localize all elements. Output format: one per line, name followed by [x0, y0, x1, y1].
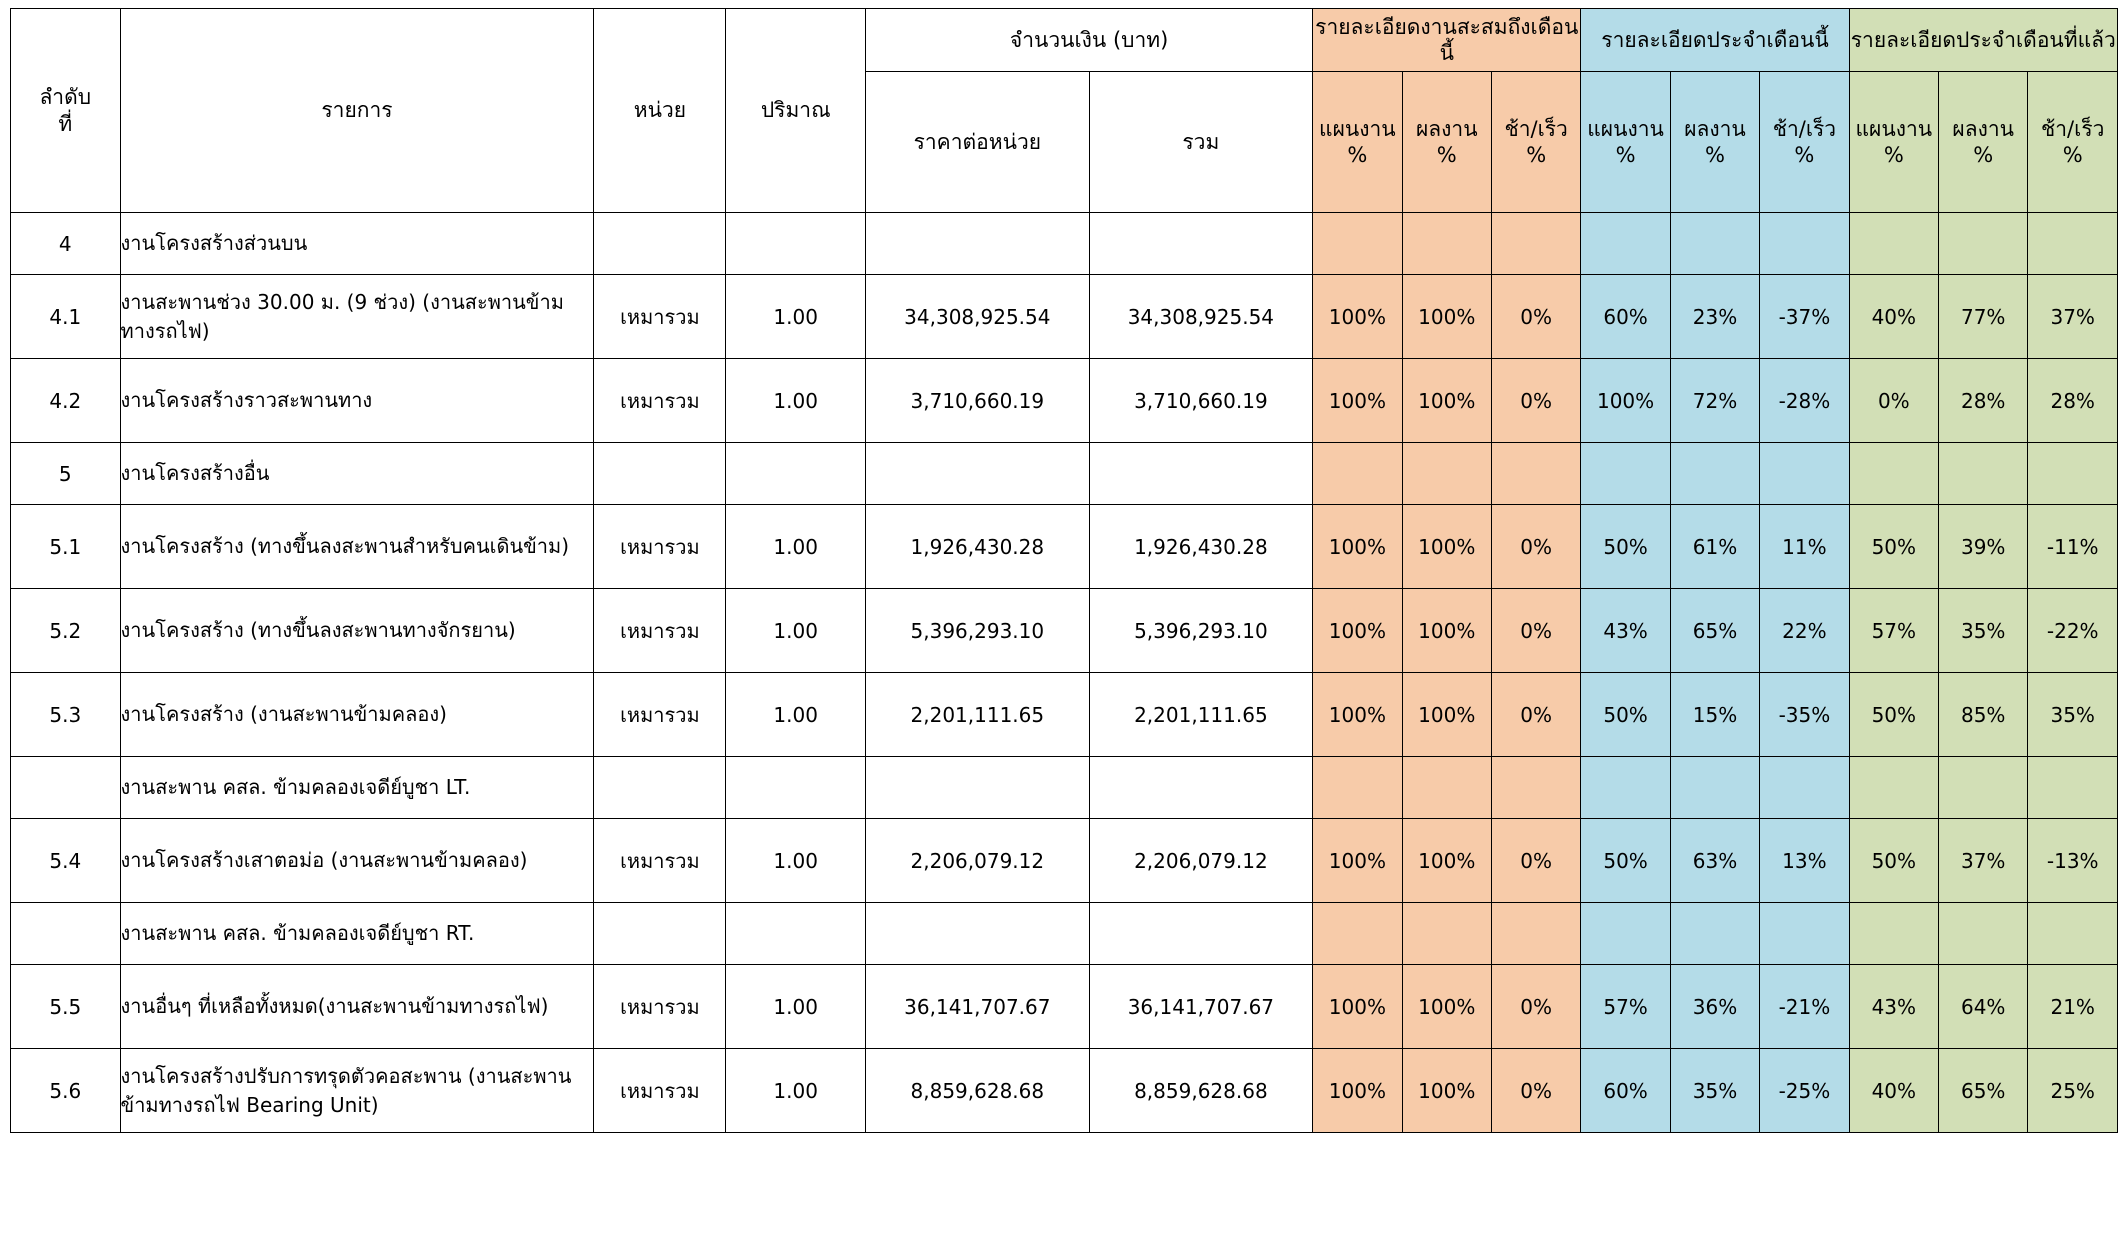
cell-cum-actual[interactable]: 100% — [1402, 589, 1491, 673]
cell-cum-plan[interactable]: 100% — [1313, 673, 1402, 757]
cell-mon-actual[interactable] — [1670, 213, 1759, 275]
cell-total[interactable]: 1,926,430.28 — [1089, 505, 1313, 589]
cell-mon-diff[interactable] — [1760, 213, 1849, 275]
cell-quantity[interactable]: 1.00 — [726, 505, 866, 589]
header-mon-plan-percent: % — [1615, 143, 1636, 167]
header-mon-actual-label: ผลงาน — [1684, 116, 1746, 141]
cell-unit-price[interactable]: 2,201,111.65 — [866, 673, 1090, 757]
header-prev-plan-label: แผนงาน — [1855, 116, 1933, 141]
cell-prev-plan[interactable] — [1849, 903, 1938, 965]
cell-mon-plan[interactable]: 60% — [1581, 1049, 1670, 1133]
cell-cum-actual[interactable]: 100% — [1402, 1049, 1491, 1133]
header-no-line2: ที่ — [58, 111, 73, 136]
cell-mon-diff[interactable]: 11% — [1760, 505, 1849, 589]
cell-description[interactable]: งานสะพาน คสล. ข้ามคลองเจดีย์บูชา LT. — [120, 757, 594, 819]
cell-unit[interactable] — [594, 903, 726, 965]
cell-description[interactable]: งานสะพานช่วง 30.00 ม. (9 ช่วง) (งานสะพานข้ามทางรถไฟ) — [120, 275, 594, 359]
cell-prev-diff[interactable]: 28% — [2028, 359, 2118, 443]
cell-no[interactable]: 5 — [11, 443, 121, 505]
cell-mon-plan[interactable] — [1581, 903, 1670, 965]
header-group-cumulative: รายละเอียดงานสะสมถึงเดือนนี้ — [1313, 9, 1581, 72]
cell-mon-diff[interactable]: -21% — [1760, 965, 1849, 1049]
cell-description[interactable]: งานอื่นๆ ที่เหลือทั้งหมด(งานสะพานข้ามทางรถไฟ) — [120, 965, 594, 1049]
cell-cum-diff[interactable]: 0% — [1491, 673, 1580, 757]
cell-description[interactable]: งานโครงสร้างส่วนบน — [120, 213, 594, 275]
cell-quantity[interactable]: 1.00 — [726, 1049, 866, 1133]
cell-unit-price[interactable] — [866, 443, 1090, 505]
cell-prev-plan[interactable]: 50% — [1849, 673, 1938, 757]
cell-mon-plan[interactable]: 43% — [1581, 589, 1670, 673]
header-prev-diff-label: ช้า/เร็ว — [2041, 116, 2105, 141]
cell-cum-plan[interactable]: 100% — [1313, 589, 1402, 673]
cell-cum-plan[interactable]: 100% — [1313, 505, 1402, 589]
cell-no[interactable] — [11, 903, 121, 965]
cell-mon-actual[interactable]: 35% — [1670, 1049, 1759, 1133]
cell-mon-diff[interactable] — [1760, 757, 1849, 819]
header-mon-plan — [1581, 72, 1670, 213]
cell-no[interactable]: 4 — [11, 213, 121, 275]
cell-unit-price[interactable] — [866, 213, 1090, 275]
cell-prev-plan[interactable]: 50% — [1849, 819, 1938, 903]
cell-prev-plan[interactable]: 50% — [1849, 505, 1938, 589]
cell-prev-diff[interactable] — [2028, 903, 2118, 965]
header-prev-diff — [2028, 72, 2118, 213]
cell-total[interactable]: 2,201,111.65 — [1089, 673, 1313, 757]
cell-prev-plan[interactable]: 40% — [1849, 1049, 1938, 1133]
cell-cum-diff[interactable]: 0% — [1491, 965, 1580, 1049]
cell-cum-plan[interactable]: 100% — [1313, 819, 1402, 903]
header-cum-plan — [1313, 72, 1402, 213]
cell-description[interactable]: งานโครงสร้าง (ทางขึ้นลงสะพานสำหรับคนเดินข้าม) — [120, 505, 594, 589]
cell-mon-plan[interactable]: 60% — [1581, 275, 1670, 359]
cell-cum-diff[interactable]: 0% — [1491, 819, 1580, 903]
cell-mon-plan[interactable] — [1581, 213, 1670, 275]
header-row-top — [11, 9, 2118, 72]
cell-quantity[interactable] — [726, 443, 866, 505]
cell-description[interactable]: งานโครงสร้าง (ทางขึ้นลงสะพานทางจักรยาน) — [120, 589, 594, 673]
header-mon-diff-percent: % — [1794, 143, 1815, 167]
cell-total[interactable]: 8,859,628.68 — [1089, 1049, 1313, 1133]
cell-mon-actual[interactable] — [1670, 903, 1759, 965]
cell-prev-diff[interactable]: -13% — [2028, 819, 2118, 903]
cell-unit-price[interactable]: 2,206,079.12 — [866, 819, 1090, 903]
header-total: รวม — [1089, 72, 1313, 213]
cell-cum-diff[interactable] — [1491, 903, 1580, 965]
cell-mon-diff[interactable]: 22% — [1760, 589, 1849, 673]
cell-prev-diff[interactable]: 21% — [2028, 965, 2118, 1049]
header-group-prev-month: รายละเอียดประจำเดือนที่แล้ว — [1849, 9, 2117, 72]
cell-prev-actual[interactable] — [1939, 443, 2028, 505]
cell-cum-plan[interactable]: 100% — [1313, 1049, 1402, 1133]
cell-mon-actual[interactable]: 36% — [1670, 965, 1759, 1049]
cell-prev-plan[interactable]: 43% — [1849, 965, 1938, 1049]
header-cum-actual — [1402, 72, 1491, 213]
cell-prev-actual[interactable]: 64% — [1939, 965, 2028, 1049]
cell-cum-plan[interactable] — [1313, 757, 1402, 819]
cell-description[interactable]: งานโครงสร้างปรับการทรุดตัวคอสะพาน (งานสะพานข้ามทางรถไฟ Bearing Unit) — [120, 1049, 594, 1133]
cell-no[interactable]: 5.6 — [11, 1049, 121, 1133]
cell-quantity[interactable]: 1.00 — [726, 359, 866, 443]
cell-cum-plan[interactable] — [1313, 443, 1402, 505]
cell-description[interactable]: งานโครงสร้าง (งานสะพานข้ามคลอง) — [120, 673, 594, 757]
cell-cum-actual[interactable]: 100% — [1402, 819, 1491, 903]
cell-quantity[interactable]: 1.00 — [726, 275, 866, 359]
cell-cum-actual[interactable] — [1402, 757, 1491, 819]
cell-quantity[interactable]: 1.00 — [726, 673, 866, 757]
progress-table — [10, 8, 2118, 1133]
cell-mon-actual[interactable]: 23% — [1670, 275, 1759, 359]
cell-prev-actual[interactable]: 28% — [1939, 359, 2028, 443]
cell-unit[interactable] — [594, 213, 726, 275]
cell-mon-plan[interactable]: 57% — [1581, 965, 1670, 1049]
cell-unit-price[interactable]: 3,710,660.19 — [866, 359, 1090, 443]
cell-total[interactable]: 3,710,660.19 — [1089, 359, 1313, 443]
cell-prev-actual[interactable]: 85% — [1939, 673, 2028, 757]
cell-cum-plan[interactable] — [1313, 213, 1402, 275]
table-row[interactable] — [11, 589, 2118, 673]
cell-no[interactable]: 5.5 — [11, 965, 121, 1049]
header-prev-plan — [1849, 72, 1938, 213]
header-quantity: ปริมาณ — [726, 9, 866, 213]
header-cum-plan-percent: % — [1347, 143, 1368, 167]
cell-prev-plan[interactable] — [1849, 213, 1938, 275]
cell-cum-diff[interactable]: 0% — [1491, 275, 1580, 359]
header-group-this-month: รายละเอียดประจำเดือนนี้ — [1581, 9, 1849, 72]
cell-prev-diff[interactable] — [2028, 757, 2118, 819]
cell-mon-actual[interactable] — [1670, 757, 1759, 819]
cell-cum-actual[interactable]: 100% — [1402, 505, 1491, 589]
cell-description[interactable]: งานสะพาน คสล. ข้ามคลองเจดีย์บูชา RT. — [120, 903, 594, 965]
cell-unit[interactable] — [594, 443, 726, 505]
cell-prev-diff[interactable]: 37% — [2028, 275, 2118, 359]
cell-prev-actual[interactable] — [1939, 757, 2028, 819]
cell-total[interactable] — [1089, 903, 1313, 965]
cell-unit-price[interactable] — [866, 903, 1090, 965]
cell-unit-price[interactable]: 5,396,293.10 — [866, 589, 1090, 673]
table-header — [11, 9, 2118, 213]
header-description: รายการ — [120, 9, 594, 213]
cell-total[interactable] — [1089, 213, 1313, 275]
cell-mon-plan[interactable] — [1581, 757, 1670, 819]
cell-mon-actual[interactable]: 72% — [1670, 359, 1759, 443]
cell-cum-diff[interactable] — [1491, 213, 1580, 275]
cell-cum-diff[interactable] — [1491, 443, 1580, 505]
header-cum-actual-percent: % — [1436, 143, 1457, 167]
cell-unit[interactable]: เหมารวม — [594, 1049, 726, 1133]
cell-prev-actual[interactable]: 37% — [1939, 819, 2028, 903]
cell-mon-actual[interactable]: 61% — [1670, 505, 1759, 589]
cell-total[interactable]: 34,308,925.54 — [1089, 275, 1313, 359]
cell-no[interactable]: 4.2 — [11, 359, 121, 443]
cell-mon-diff[interactable] — [1760, 903, 1849, 965]
header-mon-actual-percent: % — [1705, 143, 1725, 167]
cell-cum-diff[interactable] — [1491, 757, 1580, 819]
cell-mon-diff[interactable]: 13% — [1760, 819, 1849, 903]
cell-quantity[interactable]: 1.00 — [726, 589, 866, 673]
table-row[interactable] — [11, 1049, 2118, 1133]
cell-mon-plan[interactable] — [1581, 443, 1670, 505]
header-mon-diff-label: ช้า/เร็ว — [1772, 116, 1837, 141]
cell-prev-diff[interactable] — [2028, 213, 2118, 275]
cell-cum-plan[interactable] — [1313, 903, 1402, 965]
cell-unit-price[interactable]: 34,308,925.54 — [866, 275, 1090, 359]
cell-mon-diff[interactable]: -37% — [1760, 275, 1849, 359]
cell-quantity[interactable]: 1.00 — [726, 965, 866, 1049]
cell-cum-actual[interactable]: 100% — [1402, 359, 1491, 443]
cell-quantity[interactable] — [726, 757, 866, 819]
cell-no[interactable]: 5.3 — [11, 673, 121, 757]
cell-prev-actual[interactable]: 35% — [1939, 589, 2028, 673]
cell-unit-price[interactable]: 36,141,707.67 — [866, 965, 1090, 1049]
cell-quantity[interactable] — [726, 903, 866, 965]
header-mon-plan-label: แผนงาน — [1587, 116, 1664, 141]
table-row[interactable] — [11, 213, 2118, 275]
table-row[interactable] — [11, 443, 2118, 505]
cell-no[interactable]: 5.4 — [11, 819, 121, 903]
cell-mon-diff[interactable]: -28% — [1760, 359, 1849, 443]
header-prev-diff-percent: % — [2062, 143, 2083, 167]
cell-prev-actual[interactable] — [1939, 903, 2028, 965]
cell-description[interactable]: งานโครงสร้างเสาตอม่อ (งานสะพานข้ามคลอง) — [120, 819, 594, 903]
cell-prev-plan[interactable]: 40% — [1849, 275, 1938, 359]
header-prev-actual-percent: % — [1973, 143, 1994, 167]
cell-mon-diff[interactable]: -35% — [1760, 673, 1849, 757]
table-row[interactable] — [11, 505, 2118, 589]
cell-total[interactable] — [1089, 443, 1313, 505]
cell-unit[interactable]: เหมารวม — [594, 359, 726, 443]
header-prev-actual — [1939, 72, 2028, 213]
cell-unit[interactable]: เหมารวม — [594, 505, 726, 589]
header-cum-actual-label: ผลงาน — [1415, 116, 1478, 141]
cell-cum-plan[interactable]: 100% — [1313, 275, 1402, 359]
cell-unit-price[interactable]: 1,926,430.28 — [866, 505, 1090, 589]
table-row[interactable] — [11, 819, 2118, 903]
cell-prev-plan[interactable]: 57% — [1849, 589, 1938, 673]
cell-mon-actual[interactable]: 15% — [1670, 673, 1759, 757]
cell-total[interactable]: 5,396,293.10 — [1089, 589, 1313, 673]
header-unit-price: ราคาต่อหน่วย — [866, 72, 1090, 213]
table-body — [11, 213, 2118, 1133]
cell-description[interactable]: งานโครงสร้างราวสะพานทาง — [120, 359, 594, 443]
cell-mon-actual[interactable]: 63% — [1670, 819, 1759, 903]
cell-prev-diff[interactable]: -11% — [2028, 505, 2118, 589]
cell-quantity[interactable]: 1.00 — [726, 819, 866, 903]
cell-prev-diff[interactable]: 35% — [2028, 673, 2118, 757]
cell-quantity[interactable] — [726, 213, 866, 275]
cell-mon-plan[interactable]: 50% — [1581, 819, 1670, 903]
table-row[interactable] — [11, 275, 2118, 359]
cell-prev-diff[interactable]: 25% — [2028, 1049, 2118, 1133]
cell-no[interactable] — [11, 757, 121, 819]
cell-cum-actual[interactable] — [1402, 443, 1491, 505]
header-mon-diff — [1760, 72, 1849, 213]
header-unit: หน่วย — [594, 9, 726, 213]
cell-unit[interactable]: เหมารวม — [594, 819, 726, 903]
cell-cum-plan[interactable]: 100% — [1313, 965, 1402, 1049]
cell-cum-diff[interactable]: 0% — [1491, 1049, 1580, 1133]
cell-prev-plan[interactable] — [1849, 443, 1938, 505]
cell-prev-actual[interactable]: 77% — [1939, 275, 2028, 359]
table-row[interactable] — [11, 903, 2118, 965]
table-row[interactable] — [11, 673, 2118, 757]
cell-mon-plan[interactable]: 50% — [1581, 505, 1670, 589]
cell-prev-actual[interactable]: 39% — [1939, 505, 2028, 589]
cell-unit-price[interactable]: 8,859,628.68 — [866, 1049, 1090, 1133]
cell-mon-diff[interactable]: -25% — [1760, 1049, 1849, 1133]
cell-cum-diff[interactable]: 0% — [1491, 589, 1580, 673]
cell-mon-plan[interactable]: 100% — [1581, 359, 1670, 443]
cell-unit-price[interactable] — [866, 757, 1090, 819]
cell-no[interactable]: 5.2 — [11, 589, 121, 673]
table-row[interactable] — [11, 359, 2118, 443]
cell-mon-actual[interactable]: 65% — [1670, 589, 1759, 673]
header-prev-plan-percent: % — [1883, 143, 1904, 167]
cell-cum-actual[interactable]: 100% — [1402, 965, 1491, 1049]
cell-unit[interactable]: เหมารวม — [594, 589, 726, 673]
cell-mon-diff[interactable] — [1760, 443, 1849, 505]
cell-prev-plan[interactable] — [1849, 757, 1938, 819]
cell-unit[interactable]: เหมารวม — [594, 965, 726, 1049]
cell-prev-diff[interactable]: -22% — [2028, 589, 2118, 673]
cell-unit[interactable]: เหมารวม — [594, 275, 726, 359]
header-no-line1: ลำดับ — [39, 85, 92, 110]
table-row[interactable] — [11, 757, 2118, 819]
cell-prev-actual[interactable] — [1939, 213, 2028, 275]
header-cum-diff-label: ช้า/เร็ว — [1504, 116, 1568, 141]
cell-mon-plan[interactable]: 50% — [1581, 673, 1670, 757]
cell-no[interactable]: 4.1 — [11, 275, 121, 359]
cell-cum-diff[interactable]: 0% — [1491, 505, 1580, 589]
cell-cum-actual[interactable]: 100% — [1402, 673, 1491, 757]
cell-total[interactable]: 2,206,079.12 — [1089, 819, 1313, 903]
cell-cum-diff[interactable]: 0% — [1491, 359, 1580, 443]
cell-total[interactable] — [1089, 757, 1313, 819]
cell-cum-actual[interactable] — [1402, 213, 1491, 275]
cell-total[interactable]: 36,141,707.67 — [1089, 965, 1313, 1049]
cell-prev-diff[interactable] — [2028, 443, 2118, 505]
cell-cum-actual[interactable] — [1402, 903, 1491, 965]
cell-cum-actual[interactable]: 100% — [1402, 275, 1491, 359]
header-cum-diff — [1491, 72, 1580, 213]
header-mon-actual — [1670, 72, 1759, 213]
header-amount-group: จำนวนเงิน (บาท) — [866, 9, 1313, 72]
header-no — [11, 9, 121, 213]
header-cum-plan-label: แผนงาน — [1319, 116, 1396, 141]
header-prev-actual-label: ผลงาน — [1952, 116, 2014, 141]
cell-prev-actual[interactable]: 65% — [1939, 1049, 2028, 1133]
header-cum-diff-percent: % — [1526, 143, 1547, 167]
cell-description[interactable]: งานโครงสร้างอื่น — [120, 443, 594, 505]
table-row[interactable] — [11, 965, 2118, 1049]
cell-mon-actual[interactable] — [1670, 443, 1759, 505]
cell-no[interactable]: 5.1 — [11, 505, 121, 589]
cell-unit[interactable] — [594, 757, 726, 819]
cell-unit[interactable]: เหมารวม — [594, 673, 726, 757]
cell-prev-plan[interactable]: 0% — [1849, 359, 1938, 443]
cell-cum-plan[interactable]: 100% — [1313, 359, 1402, 443]
